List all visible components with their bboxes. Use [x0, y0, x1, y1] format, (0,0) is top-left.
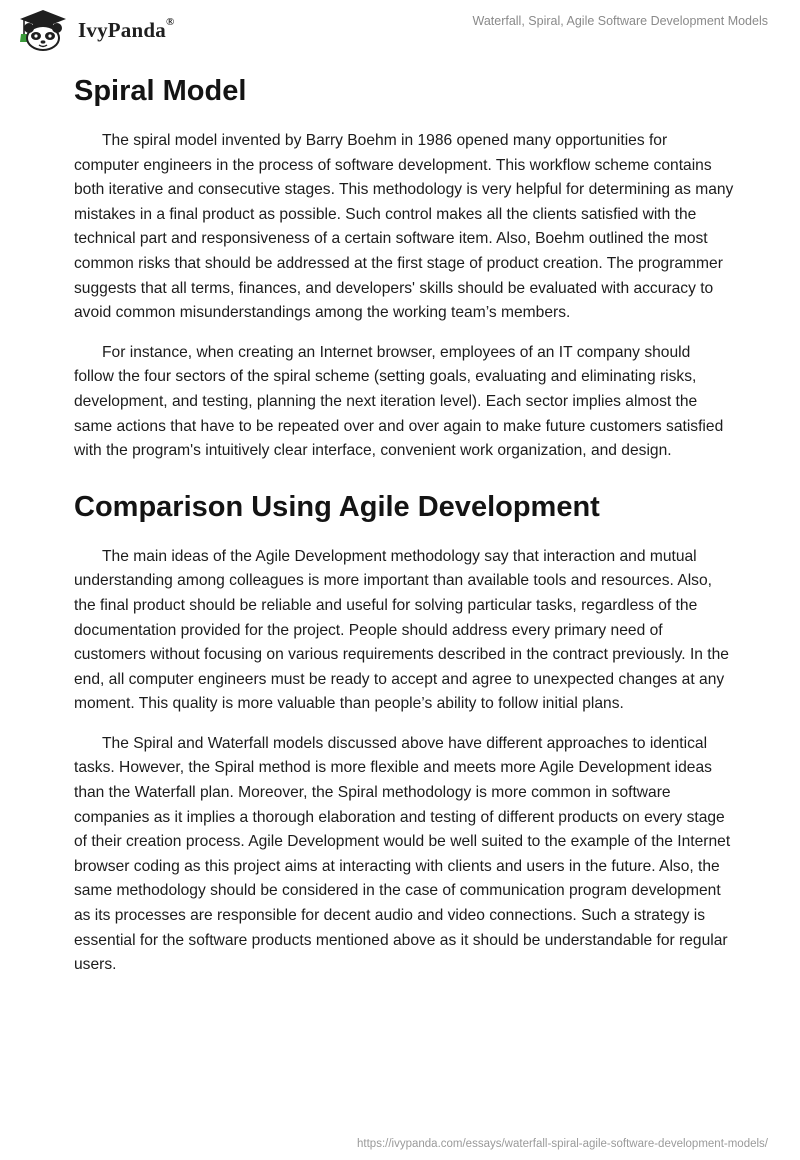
panda-graduate-icon	[14, 8, 72, 52]
paragraph: The main ideas of the Agile Development methodology say that interaction and mutual understanding among colleagues is more important than available tools and resources. Also, the final product should be reliable and useful for solving particular tasks, regardless of the documentation provided for the project. People should address every primary need of customers without focusing on various requirements described in the contract previously. In the end, all computer engineers must be ready to accept and agree to unexpected changes at any moment. This quality is more valuable than people’s ability to follow initial plans.	[74, 547, 729, 713]
page-header	[0, 0, 800, 60]
ivypanda-logo[interactable]	[14, 8, 174, 52]
section-heading-spiral-model: Spiral Model	[74, 75, 247, 107]
essay-body	[74, 70, 734, 993]
document-title: Waterfall, Spiral, Agile Software Development Models	[472, 14, 768, 28]
brand-name: IvyPanda®	[78, 15, 175, 42]
section-heading-agile-comparison: Comparison Using Agile Development	[74, 490, 600, 523]
paragraph: The spiral model invented by Barry Boehm in 1986 opened many opportunities for computer engineers in the process of software development. This workflow scheme contains both iterative and consecutive stages. This methodology is very helpful for determining as many mistakes in a final product as possible. Such control makes all the clients satisfied with the technical part and responsiveness of a certain software item. Also, Boehm outlined the most common risks that should be addressed at the first stage of product creation. The programmer suggests that all terms, finances, and developers' skills should be evaluated with accuracy to avoid common misunderstandings among the working team’s members.	[74, 132, 734, 322]
paragraph: For instance, when creating an Internet browser, employees of an IT company should follow the four sectors of the spiral scheme (setting goals, evaluating and eliminating risks, development, and testing, planning the next iteration level). Each sector implies almost the same actions that have to be repeated over and over again to make future customers satisfied with the program's intuitively clear interface, convenient work organization, and design.	[74, 343, 724, 460]
source-url[interactable]: https://ivypanda.com/essays/waterfall-spiral-agile-software-development-models/	[357, 1138, 768, 1150]
paragraph: The Spiral and Waterfall models discussed above have different approaches to identical tasks. However, the Spiral method is more flexible and meets more Agile Development ideas than the Waterfall plan. Moreover, the Spiral methodology is more common in software companies as it implies a thorough elaboration and testing of different products on every stage of their creation process. Agile Development would be well suited to the example of the Internet browser coding as this project aims at interacting with clients and users in the future. Also, the same methodology should be considered in the case of communication program development as its processes are responsible for decent audio and video connections. Such a strategy is essential for the software products mentioned above as it should be understandable for regular users.	[74, 734, 731, 974]
